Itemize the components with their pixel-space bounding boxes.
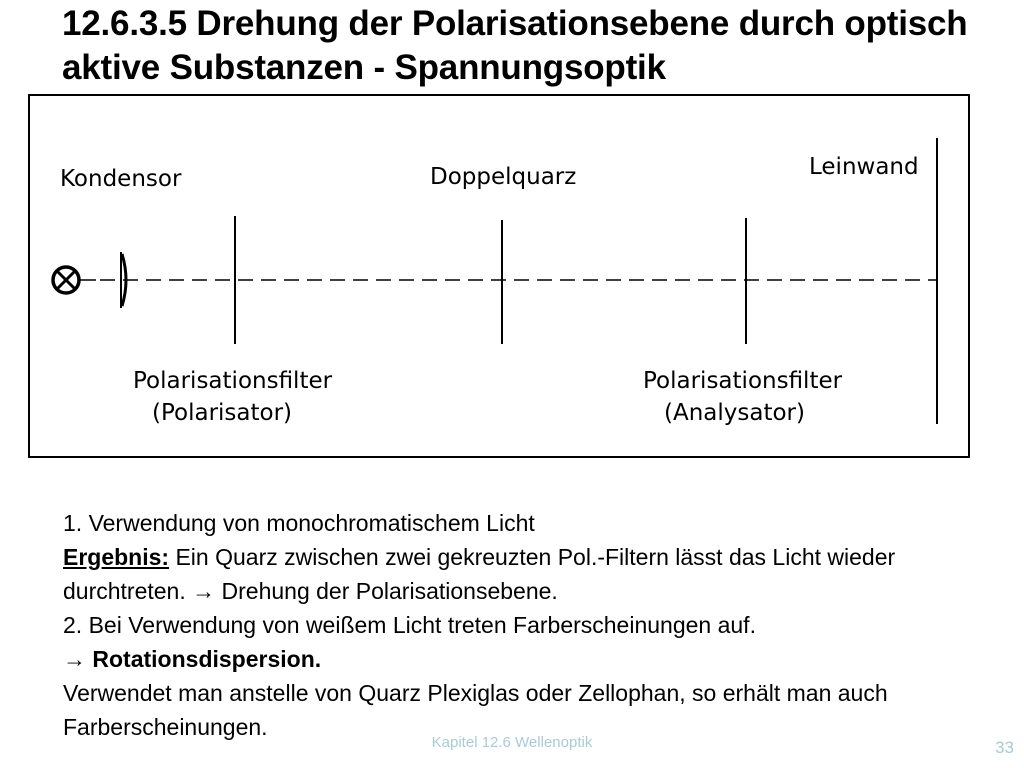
conclusion-text: Rotationsdispersion. [92, 646, 322, 672]
result-text: Ein Quarz zwischen zwei gekreuzten Pol.-Filtern lässt das Licht wieder durchtreten. → Drehung der Polarisationsebene. [63, 544, 896, 604]
label-kondensor: Kondensor [60, 166, 182, 192]
lamp-icon [53, 267, 96, 293]
label-analyzer-line2: (Analysator) [664, 400, 805, 426]
label-polarizer-line1: Polarisationsfilter [133, 368, 333, 394]
arrow-symbol: → [63, 646, 93, 672]
footer-chapter: Kapitel 12.6 Wellenoptik [431, 734, 593, 751]
result-label: Ergebnis: [63, 544, 170, 570]
polarization-setup-diagram [28, 94, 970, 458]
label-doppelquarz: Doppelquarz [430, 164, 577, 190]
label-leinwand: Leinwand [809, 154, 919, 180]
page-number: 33 [995, 738, 1014, 757]
conclusion-line [63, 642, 983, 676]
item-white-light: 2. Bei Verwendung von weißem Licht treten Farberscheinungen auf. [63, 612, 756, 638]
item-monochromatic: 1. Verwendung von monochromatischem Licht [63, 510, 535, 536]
label-analyzer-line1: Polarisationsfilter [643, 368, 843, 394]
label-polarizer-line2: (Polarisator) [152, 400, 293, 426]
body-text [63, 506, 983, 744]
result-paragraph [63, 540, 983, 608]
slide-title: 12.6.3.5 Drehung der Polarisationsebene durch optisch aktive Substanzen - Spannungsoptik [62, 4, 968, 87]
note-paragraph: Verwendet man anstelle von Quarz Plexiglas oder Zellophan, so erhält man auch Farberscheinungen. [63, 680, 888, 740]
